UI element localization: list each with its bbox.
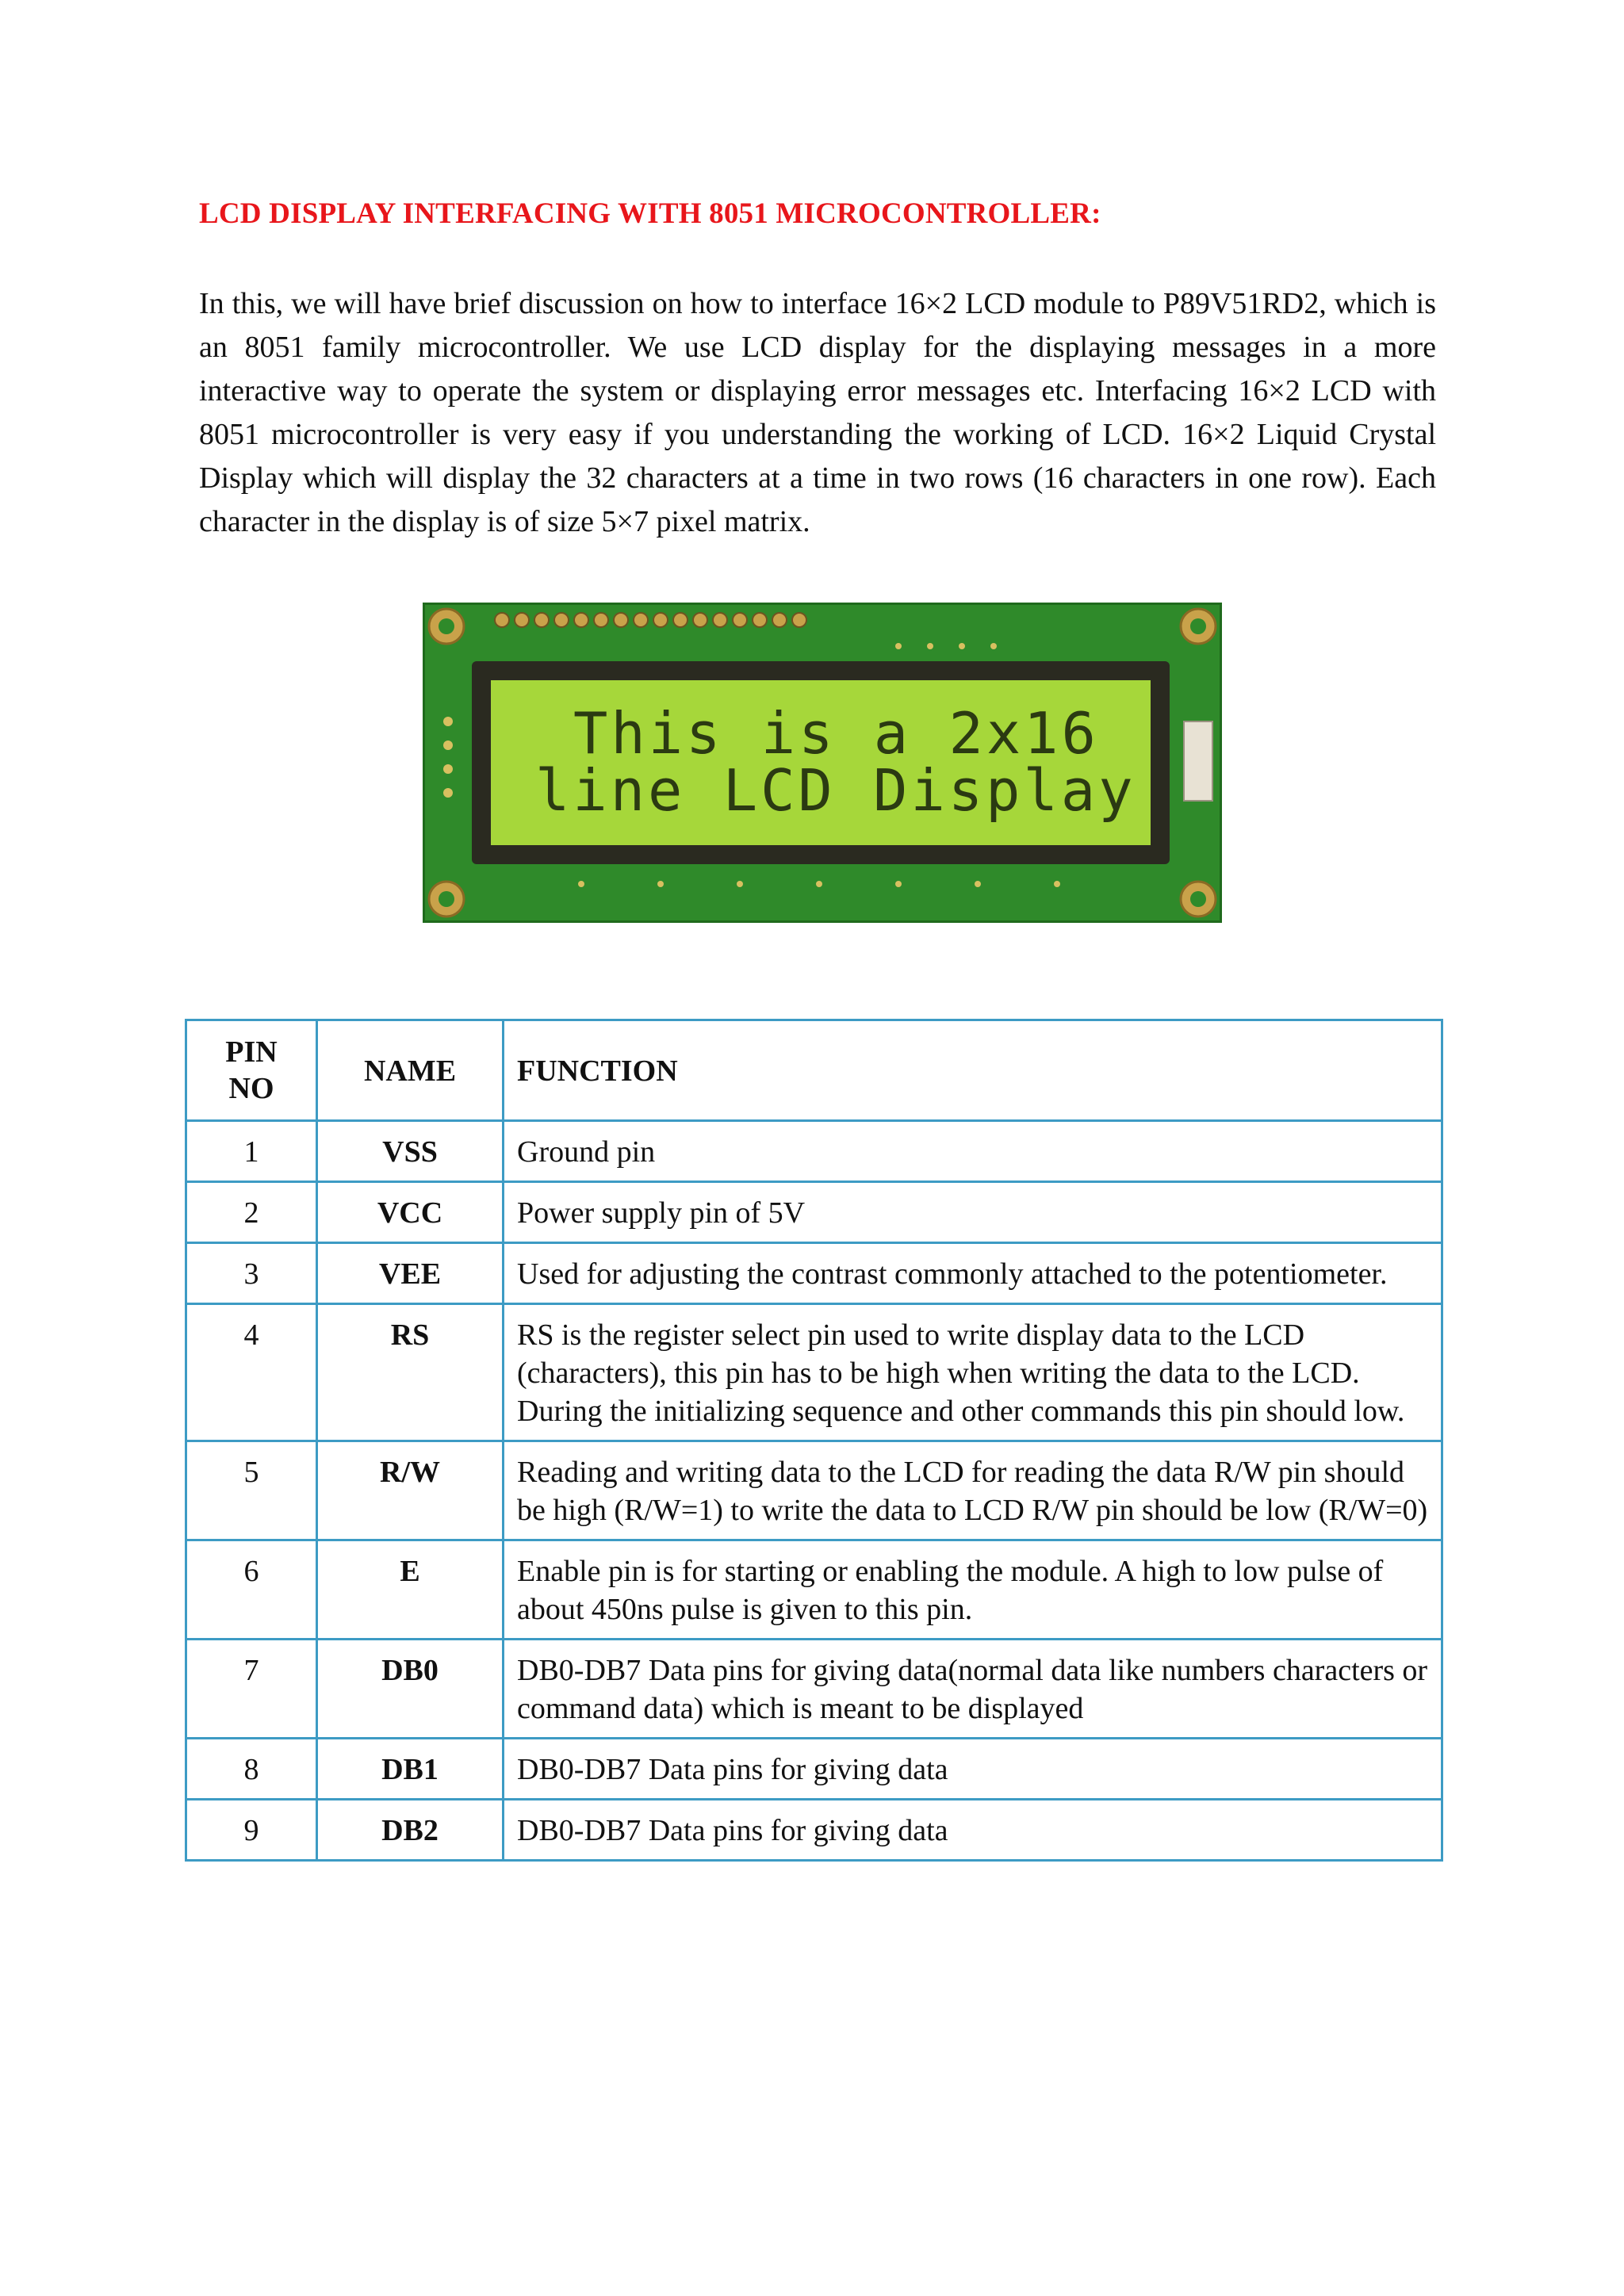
pin-number: 2 xyxy=(186,1182,317,1243)
table-header-row xyxy=(186,1020,1442,1121)
pin-function: Enable pin is for starting or enabling the module. A high to low pulse of about 450ns pulse is given to this pin. xyxy=(504,1540,1442,1640)
intro-paragraph: In this, we will have brief discussion on how to interface 16×2 LCD module to P89V51RD2, which is an 8051 family microcontroller. We use LCD display for the displaying messages in a more interactive way to operate the system or displaying error messages etc. Interfacing 16×2 LCD with 8051 microcontroller is very easy if you understanding the working of LCD. 16×2 Liquid Crystal Display which will display the 32 characters at a time in two rows (16 characters in one row). Each character in the display is of size 5×7 pixel matrix. xyxy=(199,287,1436,538)
pin-number: 9 xyxy=(186,1800,317,1861)
pin-name: R/W xyxy=(317,1441,504,1540)
pin-function: Ground pin xyxy=(504,1121,1442,1182)
pin-name: DB2 xyxy=(317,1800,504,1861)
pin-function: Used for adjusting the contrast commonly attached to the potentiometer. xyxy=(504,1243,1442,1304)
header-pin-no: PIN NO xyxy=(186,1020,317,1121)
pin-name: VEE xyxy=(317,1243,504,1304)
pin-name: DB0 xyxy=(317,1640,504,1739)
pin-function: DB0-DB7 Data pins for giving data(normal data like numbers characters or command data) which is meant to be displayed xyxy=(504,1640,1442,1739)
pin-name: DB1 xyxy=(317,1739,504,1800)
pin-number: 5 xyxy=(186,1441,317,1540)
pin-number: 6 xyxy=(186,1540,317,1640)
table-row xyxy=(186,1304,1442,1441)
header-name: NAME xyxy=(317,1020,504,1121)
table-row xyxy=(186,1182,1442,1243)
table-row xyxy=(186,1243,1442,1304)
lcd-line-2: line LCD Display xyxy=(535,757,1136,824)
side-connector xyxy=(1184,721,1212,801)
table-row xyxy=(186,1540,1442,1640)
table-row xyxy=(186,1121,1442,1182)
pin-number: 4 xyxy=(186,1304,317,1441)
table-row xyxy=(186,1640,1442,1739)
page-title: LCD DISPLAY INTERFACING WITH 8051 MICROCONTROLLER: xyxy=(199,197,1101,230)
pin-function: DB0-DB7 Data pins for giving data xyxy=(504,1739,1442,1800)
pin-name: E xyxy=(317,1540,504,1640)
lcd-module-image xyxy=(423,603,1222,923)
pin-table xyxy=(185,1019,1443,1862)
pin-function: Power supply pin of 5V xyxy=(504,1182,1442,1243)
pin-number: 1 xyxy=(186,1121,317,1182)
pin-name: VCC xyxy=(317,1182,504,1243)
pin-name: RS xyxy=(317,1304,504,1441)
pin-number: 8 xyxy=(186,1739,317,1800)
header-function: FUNCTION xyxy=(504,1020,1442,1121)
lcd-line-1: This is a 2x16 xyxy=(573,700,1099,767)
pin-function: RS is the register select pin used to write display data to the LCD (characters), this pin has to be high when writing the data to the LCD. During the initializing sequence and other commands this pin should low. xyxy=(504,1304,1442,1441)
pin-number: 7 xyxy=(186,1640,317,1739)
table-row xyxy=(186,1800,1442,1861)
pin-function: Reading and writing data to the LCD for reading the data R/W pin should be high (R/W=1) to write the data to LCD R/W pin should be low (R/W=0) xyxy=(504,1441,1442,1540)
table-row xyxy=(186,1739,1442,1800)
pin-function: DB0-DB7 Data pins for giving data xyxy=(504,1800,1442,1861)
table-row xyxy=(186,1441,1442,1540)
pin-number: 3 xyxy=(186,1243,317,1304)
pin-name: VSS xyxy=(317,1121,504,1182)
